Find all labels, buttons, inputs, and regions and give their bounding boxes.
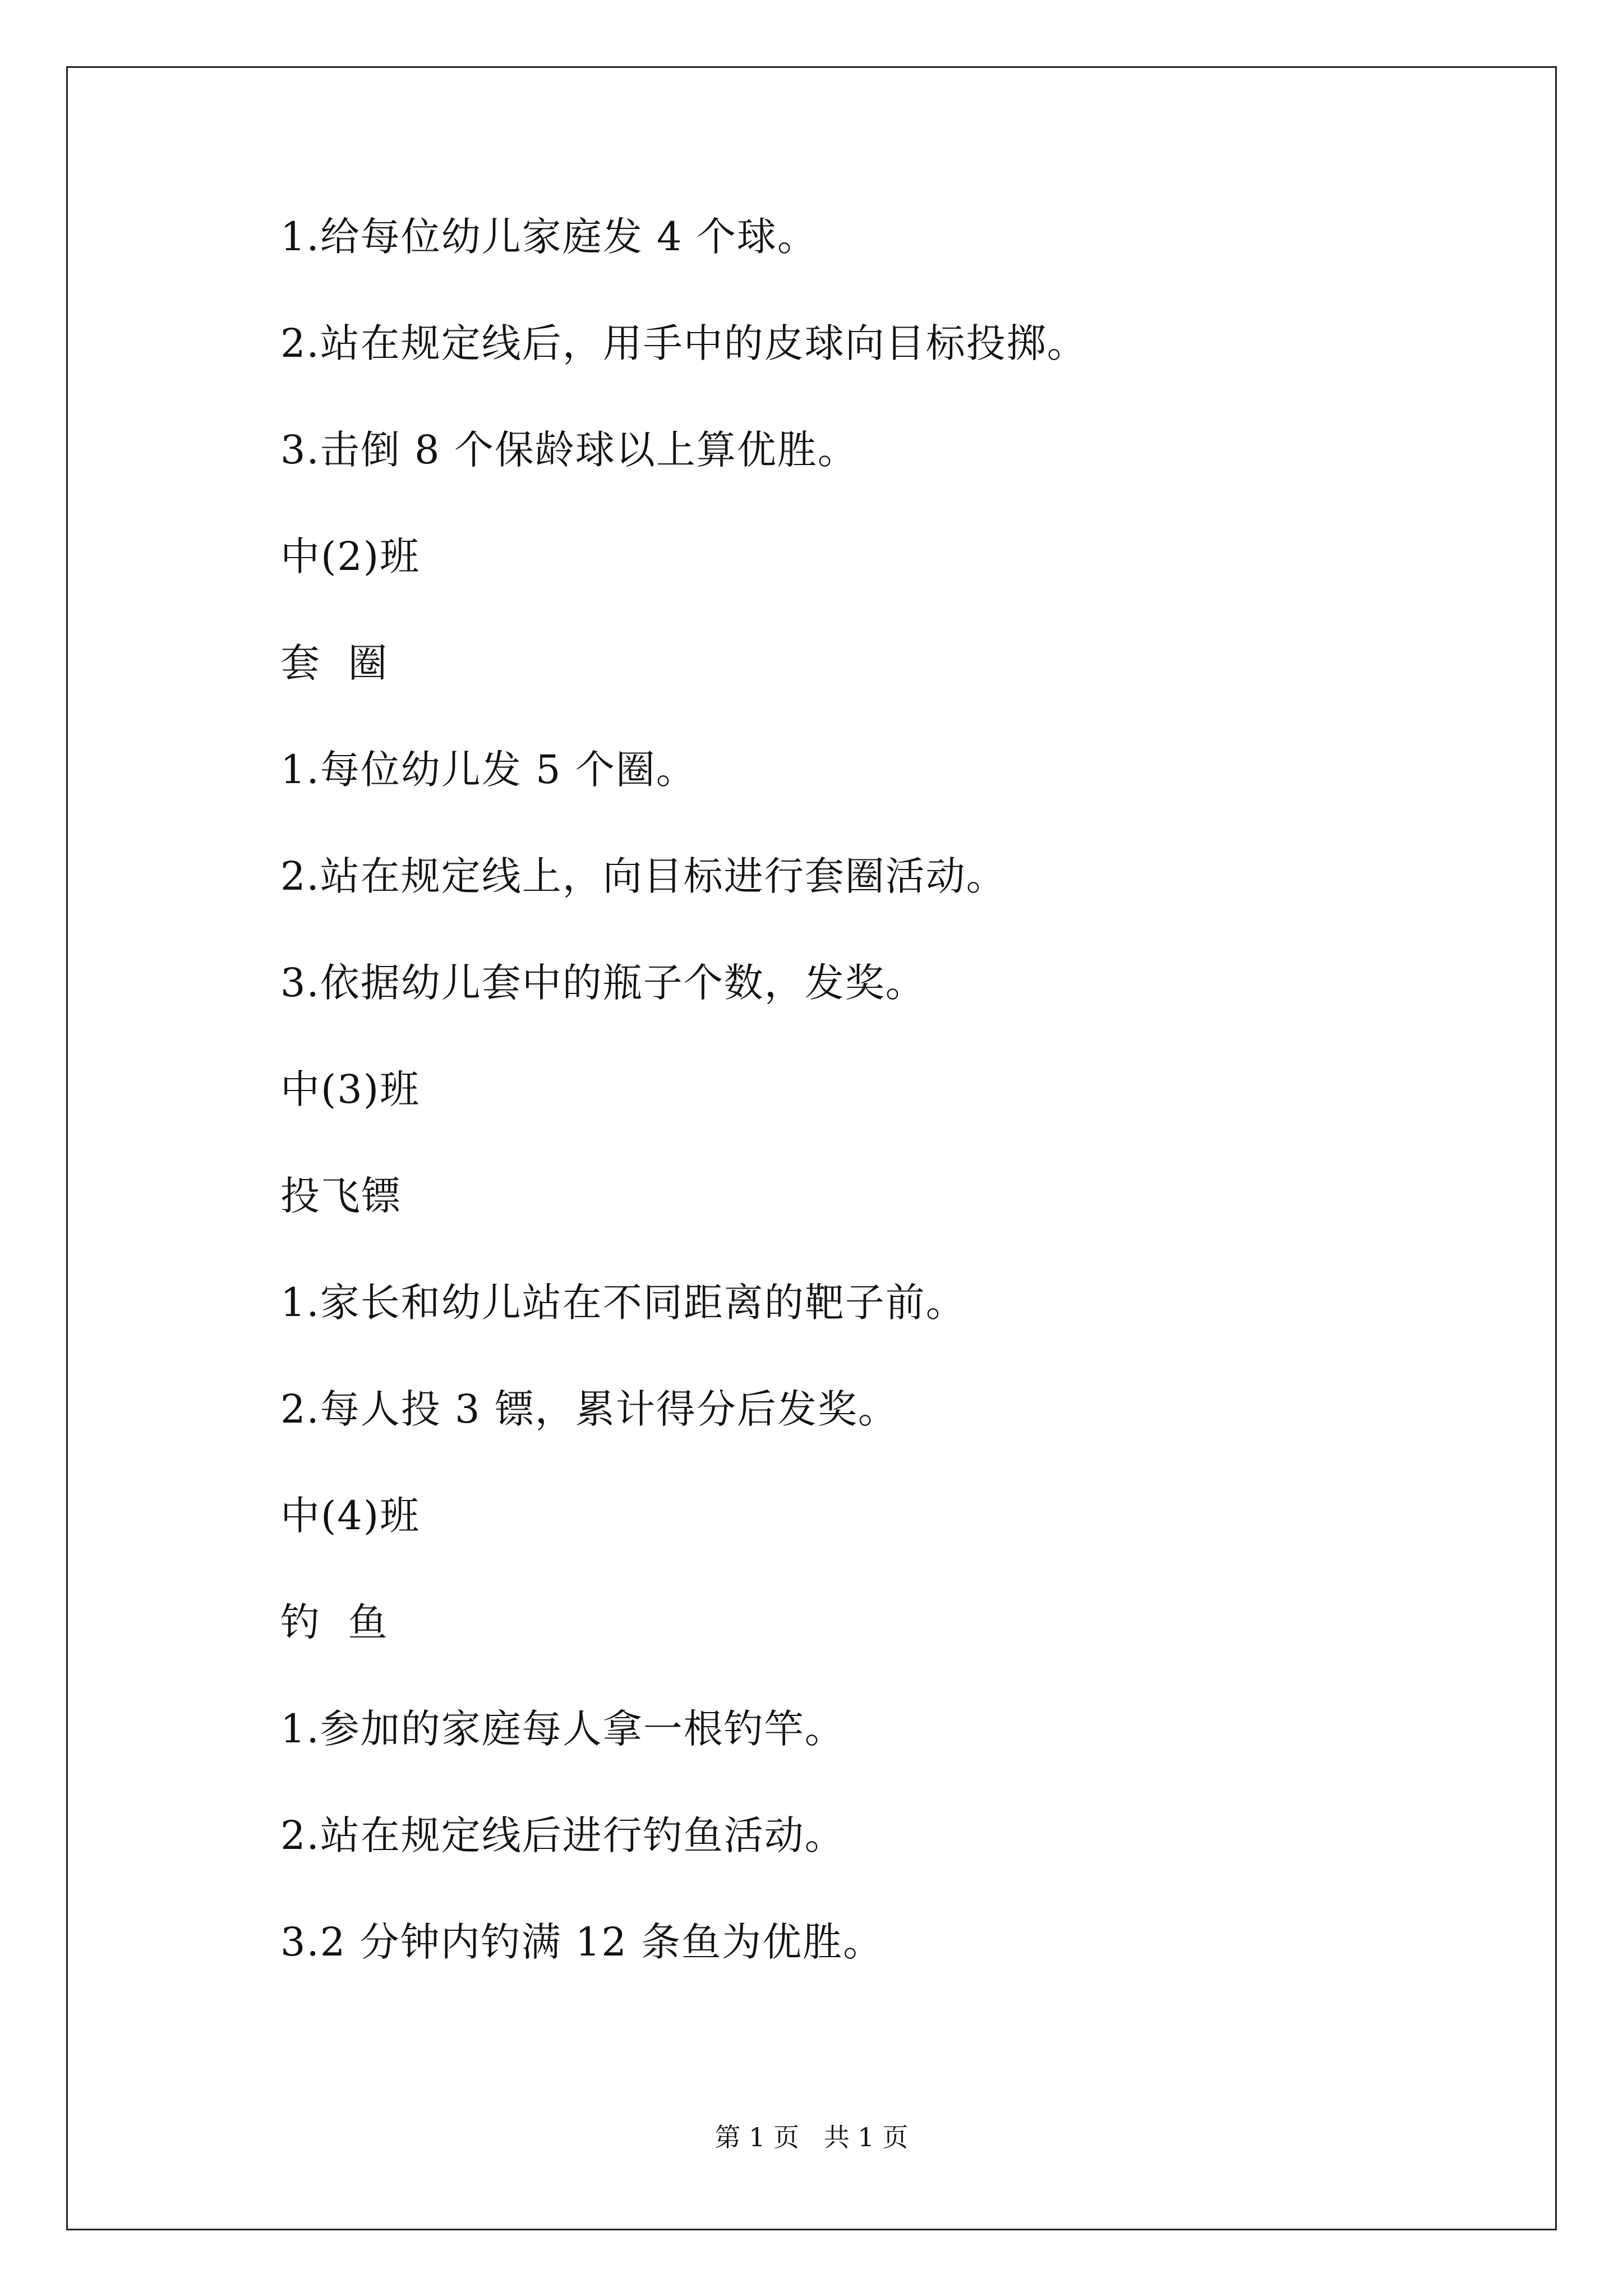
rule-line: 1.参加的家庭每人拿一根钓竿。	[280, 1706, 845, 1752]
rule-line: 3.依据幼儿套中的瓶子个数，发奖。	[280, 960, 926, 1006]
class-heading: 中(4)班	[280, 1493, 421, 1539]
rule-line: 3.击倒 8 个保龄球以上算优胜。	[280, 427, 858, 473]
page-number-footer: 第 1 页 共 1 页	[714, 2122, 909, 2152]
rule-line: 1.给每位幼儿家庭发 4 个球。	[280, 214, 818, 260]
rule-line: 2.站在规定线上，向目标进行套圈活动。	[280, 853, 1007, 899]
game-title: 钓 鱼	[280, 1599, 389, 1645]
rule-line: 1.每位幼儿发 5 个圈。	[280, 747, 697, 793]
game-title: 套 圈	[280, 640, 389, 686]
rule-line: 2.站在规定线后，用手中的皮球向目标投掷。	[280, 320, 1087, 366]
rule-line: 3.2 分钟内钓满 12 条鱼为优胜。	[280, 1919, 884, 1965]
class-heading: 中(3)班	[280, 1066, 421, 1112]
game-title: 投飞镖	[280, 1173, 402, 1219]
rule-line: 2.每人投 3 镖，累计得分后发奖。	[280, 1386, 898, 1432]
class-heading: 中(2)班	[280, 533, 421, 579]
document-body	[280, 209, 1514, 2021]
rule-line: 1.家长和幼儿站在不同距离的靶子前。	[280, 1280, 966, 1326]
rule-line: 2.站在规定线后进行钓鱼活动。	[280, 1812, 845, 1858]
